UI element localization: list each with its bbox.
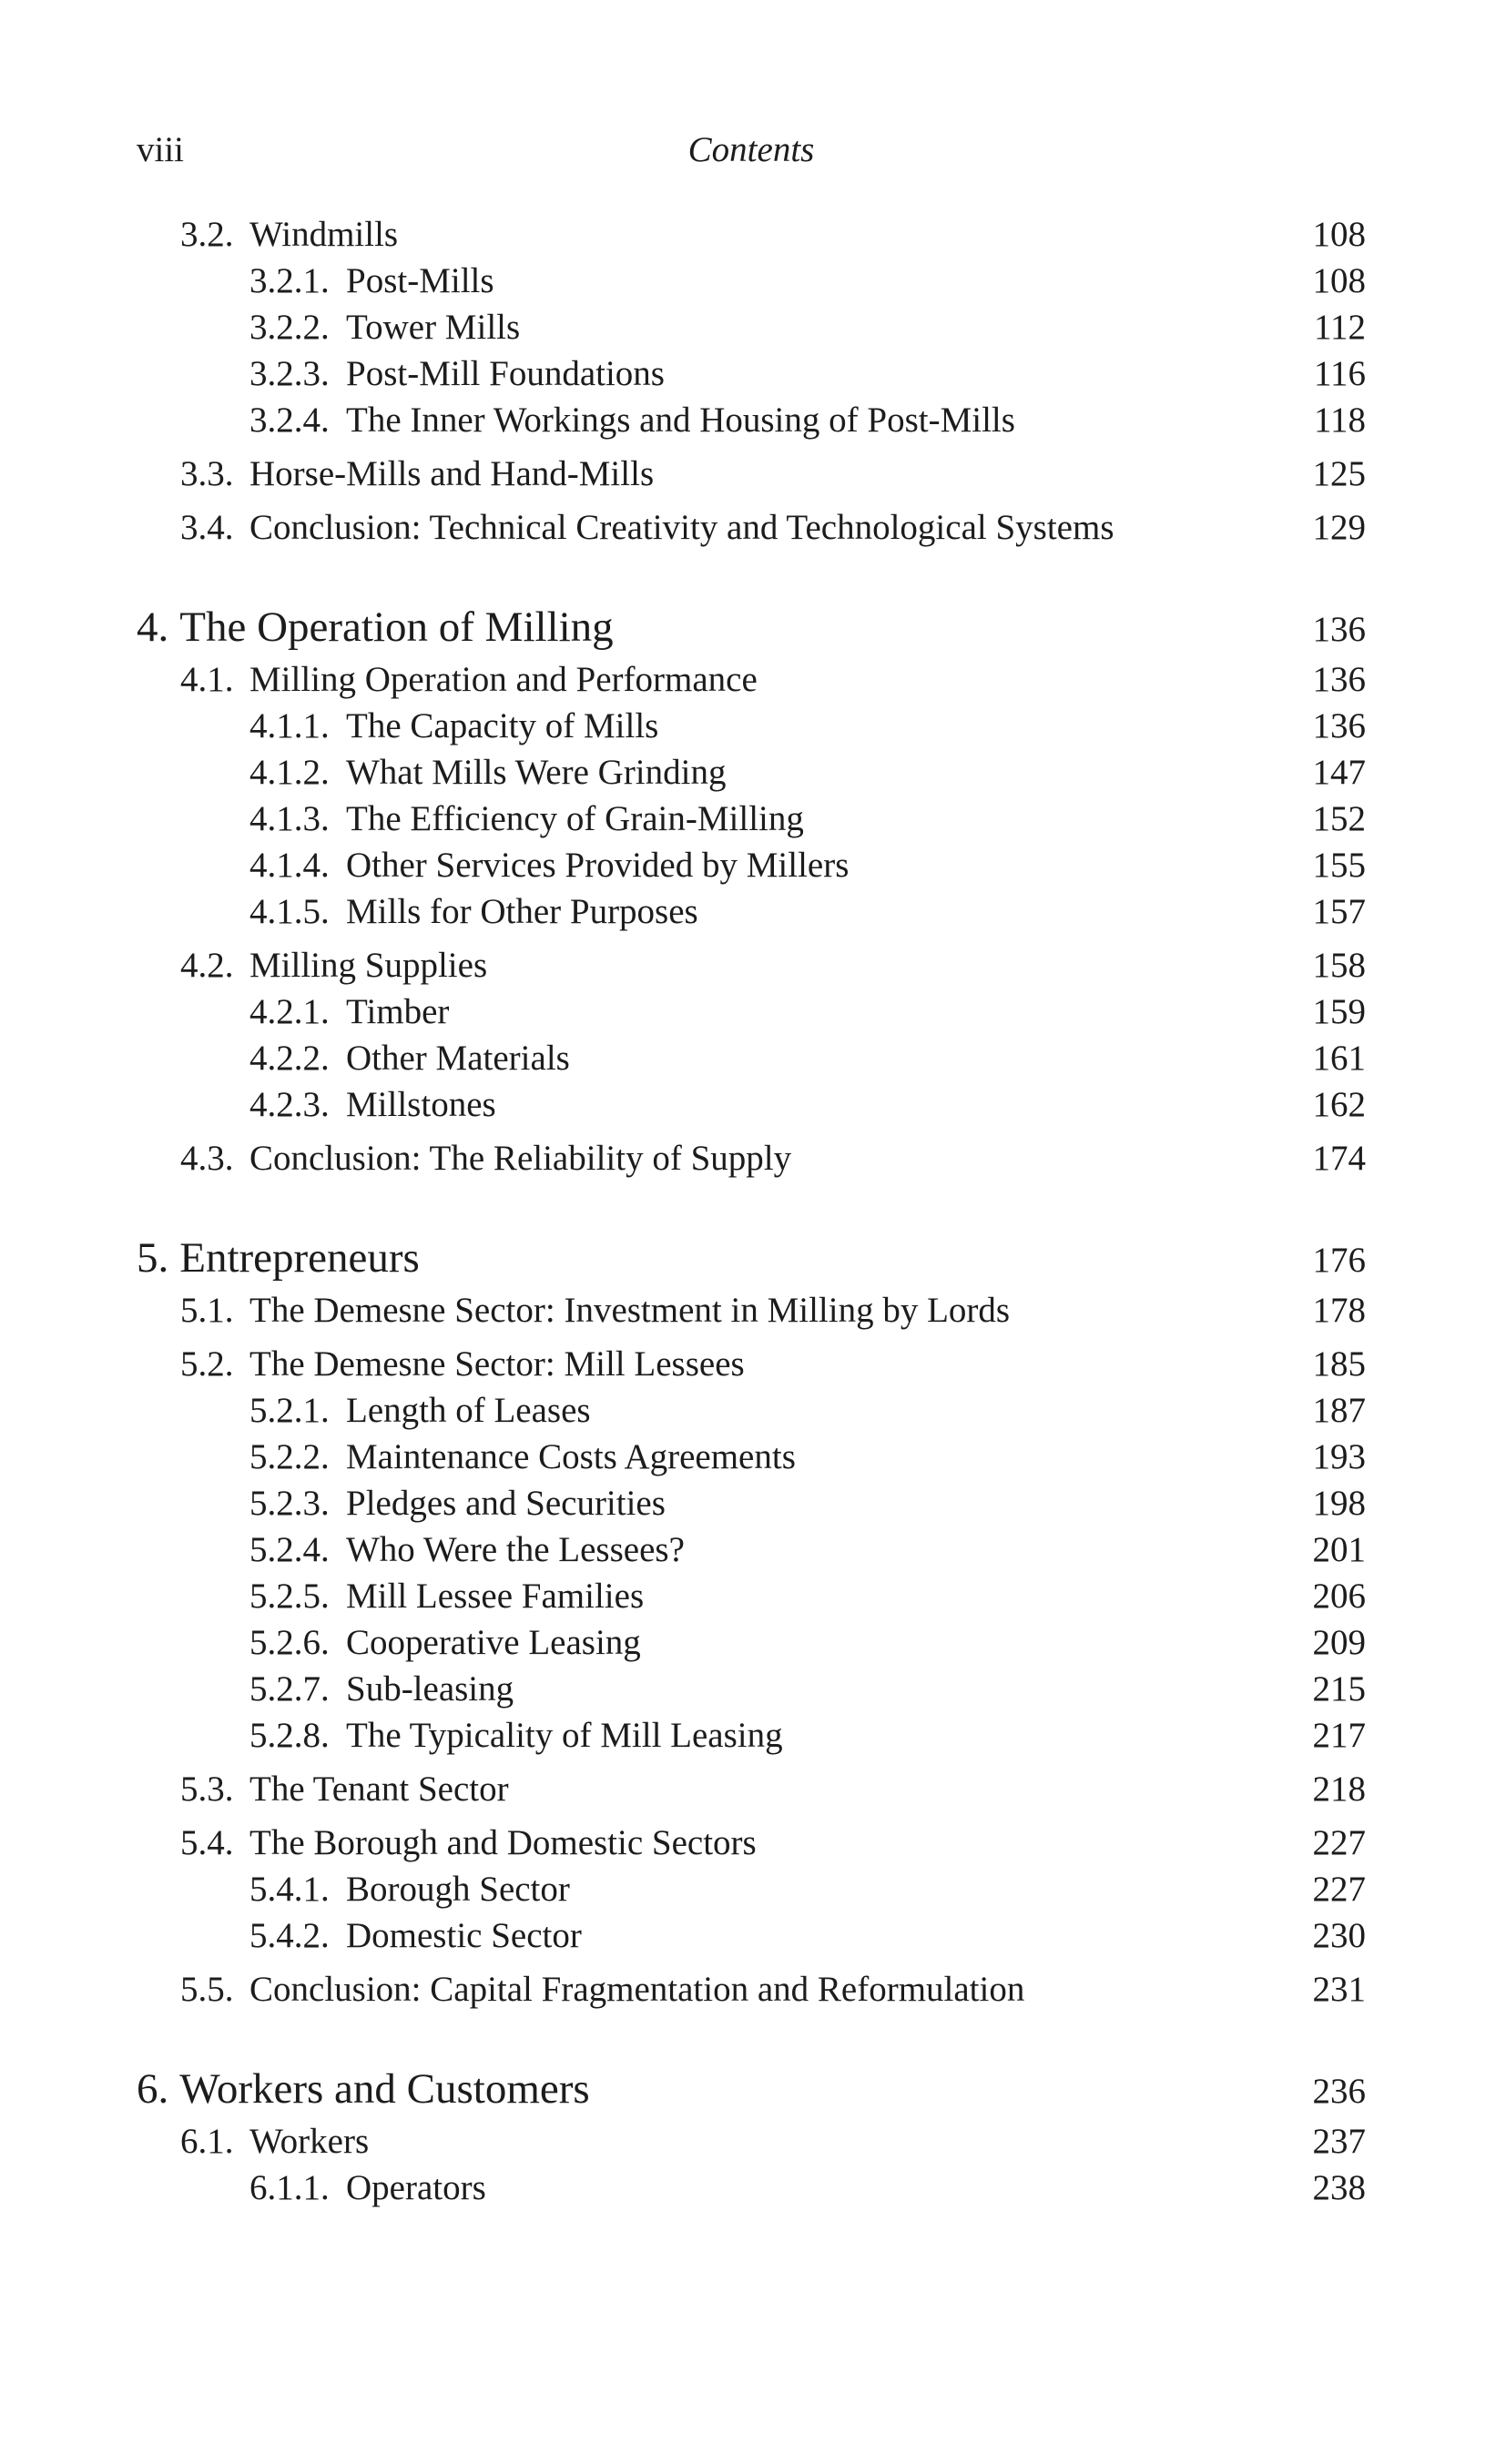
toc-subsection-entry[interactable] [137, 350, 1366, 397]
toc-entry-number: 4.1.1. [249, 706, 330, 745]
toc-entry-page: 227 [1312, 1870, 1366, 1909]
toc-entry-title: Mill Lessee Families [346, 1577, 645, 1616]
toc-chapter-entry[interactable] [137, 1229, 1366, 1287]
toc-entry-number: 5.2.1. [249, 1391, 330, 1430]
toc-entry-number: 5.5. [180, 1970, 234, 2009]
toc-subsection-entry[interactable] [137, 796, 1366, 842]
toc-entry-title: The Demesne Sector: Mill Lessees [249, 1344, 745, 1384]
toc-entry-number: 4.3. [180, 1139, 234, 1178]
toc-entry-title: Other Materials [346, 1039, 570, 1078]
toc-entry-page: 112 [1313, 308, 1366, 347]
toc-entry-page: 136 [1312, 706, 1366, 745]
toc-entry-page: 136 [1312, 610, 1366, 649]
toc-subsection-entry[interactable] [137, 1387, 1366, 1434]
toc-entry-page: 158 [1312, 946, 1366, 985]
toc-entry-page: 231 [1312, 1970, 1366, 2009]
toc-entry-title: Tower Mills [346, 308, 521, 347]
toc-entry-number: 3.4. [180, 508, 234, 547]
toc-entry-title: Conclusion: Capital Fragmentation and Reformulation [249, 1970, 1025, 2009]
toc-entry-page: 147 [1312, 753, 1366, 792]
toc-section-entry[interactable] [137, 1135, 1366, 1181]
page-folio: viii [137, 130, 185, 169]
toc-entry-title: Length of Leases [346, 1391, 591, 1430]
toc-subsection-entry[interactable] [137, 1712, 1366, 1759]
toc-entry-page: 152 [1312, 799, 1366, 838]
toc-entry-number: 5. [137, 1234, 169, 1282]
toc-entry-title: Entrepreneurs [179, 1234, 420, 1282]
toc-entry-page: 230 [1312, 1916, 1366, 1955]
toc-entry-page: 237 [1312, 2122, 1366, 2161]
toc-entry-title: Windmills [249, 215, 399, 254]
toc-subsection-entry[interactable] [137, 1866, 1366, 1912]
toc-entry-title: Milling Operation and Performance [249, 660, 758, 699]
toc-entry-number: 5.2.5. [249, 1577, 330, 1616]
toc-entry-number: 5.4.1. [249, 1870, 330, 1909]
toc-entry-page: 129 [1312, 508, 1366, 547]
toc-entry-page: 198 [1312, 1484, 1366, 1523]
toc-subsection-entry[interactable] [137, 1035, 1366, 1081]
toc-entry-number: 5.2.3. [249, 1484, 330, 1523]
toc-entry-page: 157 [1312, 892, 1366, 931]
toc-subsection-entry[interactable] [137, 989, 1366, 1035]
toc-entry-page: 116 [1313, 354, 1366, 393]
toc-entry-page: 215 [1312, 1669, 1366, 1709]
toc-entry-title: The Typicality of Mill Leasing [346, 1716, 783, 1755]
toc-entry-page: 218 [1312, 1769, 1366, 1809]
toc-subsection-entry[interactable] [137, 258, 1366, 304]
toc-section-entry[interactable] [137, 2118, 1366, 2165]
toc-entry-number: 3.2.3. [249, 354, 330, 393]
toc-entry-title: Milling Supplies [249, 946, 488, 985]
toc-entry-title: Maintenance Costs Agreements [346, 1437, 796, 1476]
toc-entry-page: 217 [1312, 1716, 1366, 1755]
toc-entry-number: 5.2.8. [249, 1716, 330, 1755]
toc-entry-number: 5.2.7. [249, 1669, 330, 1709]
toc-entry-page: 176 [1312, 1241, 1366, 1280]
toc-entry-page: 108 [1312, 261, 1366, 300]
toc-entry-number: 5.4. [180, 1823, 234, 1862]
toc-subsection-entry[interactable] [137, 1619, 1366, 1666]
toc-section-entry[interactable] [137, 942, 1366, 989]
toc-subsection-entry[interactable] [137, 1526, 1366, 1573]
toc-subsection-entry[interactable] [137, 1573, 1366, 1619]
toc-entry-number: 4.2. [180, 946, 234, 985]
toc-entry-number: 4.2.3. [249, 1085, 330, 1124]
toc-entry-page: 161 [1312, 1039, 1366, 1078]
toc-subsection-entry[interactable] [137, 1434, 1366, 1480]
toc-section-entry[interactable] [137, 211, 1366, 258]
toc-entry-page: 155 [1312, 846, 1366, 885]
toc-entry-number: 5.2.4. [249, 1530, 330, 1569]
toc-entry-title: The Inner Workings and Housing of Post-Mills [346, 401, 1015, 440]
toc-subsection-entry[interactable] [137, 1480, 1366, 1526]
toc-entry-page: 174 [1312, 1139, 1366, 1178]
toc-entry-title: Domestic Sector [346, 1916, 582, 1955]
toc-section-entry[interactable] [137, 656, 1366, 703]
toc-entry-title: The Operation of Milling [179, 603, 614, 651]
toc-entry-title: Who Were the Lessees? [346, 1530, 685, 1569]
toc-entry-title: What Mills Were Grinding [346, 753, 727, 792]
toc-entry-title: Sub-leasing [346, 1669, 514, 1709]
toc-chapter-entry[interactable] [137, 2060, 1366, 2118]
toc-subsection-entry[interactable] [137, 703, 1366, 749]
toc-entry-title: Post-Mill Foundations [346, 354, 665, 393]
toc-entry-title: The Tenant Sector [249, 1769, 509, 1809]
toc-entry-title: Millstones [346, 1085, 496, 1124]
toc-entry-title: Conclusion: The Reliability of Supply [249, 1139, 792, 1178]
toc-chapter-entry[interactable] [137, 598, 1366, 656]
toc-entry-page: 187 [1312, 1391, 1366, 1430]
toc-entry-page: 209 [1312, 1623, 1366, 1662]
toc-entry-page: 136 [1312, 660, 1366, 699]
toc-subsection-entry[interactable] [137, 888, 1366, 935]
running-head [137, 129, 1366, 184]
toc-entry-title: Horse-Mills and Hand-Mills [249, 454, 655, 493]
toc-entry-title: Conclusion: Technical Creativity and Technological Systems [249, 508, 1114, 547]
running-head-title: Contents [687, 130, 815, 169]
toc-entry-title: Other Services Provided by Millers [346, 846, 850, 885]
toc-entry-page: 108 [1312, 215, 1366, 254]
toc-entry-number: 4.1.3. [249, 799, 330, 838]
toc-subsection-entry[interactable] [137, 304, 1366, 350]
toc-entry-number: 6.1. [180, 2122, 234, 2161]
toc-entry-title: The Capacity of Mills [346, 706, 659, 745]
toc-entry-number: 3.3. [180, 454, 234, 493]
toc-entry-title: Workers [249, 2122, 370, 2161]
toc-entry-page: 159 [1312, 992, 1366, 1031]
toc-entry-number: 4.1.2. [249, 753, 330, 792]
toc-entry-number: 5.2.2. [249, 1437, 330, 1476]
toc-entry-page: 162 [1312, 1085, 1366, 1124]
toc-entry-page: 193 [1312, 1437, 1366, 1476]
toc-entry-title: Post-Mills [346, 261, 494, 300]
toc-entry-number: 5.4.2. [249, 1916, 330, 1955]
toc-entry-title: Operators [346, 2168, 486, 2207]
toc-entry-number: 5.2. [180, 1344, 234, 1384]
toc-entry-number: 4.2.2. [249, 1039, 330, 1078]
toc-entry-page: 118 [1313, 401, 1366, 440]
toc-entry-number: 6. [137, 2065, 169, 2113]
toc-section-entry[interactable] [137, 1766, 1366, 1812]
toc-entry-number: 3.2. [180, 215, 234, 254]
toc-subsection-entry[interactable] [137, 2165, 1366, 2211]
toc-section-entry[interactable] [137, 1341, 1366, 1387]
toc-entry-title: The Borough and Domestic Sectors [249, 1823, 757, 1862]
toc-entry-number: 3.2.4. [249, 401, 330, 440]
toc-entry-title: Timber [346, 992, 450, 1031]
toc-entry-title: Cooperative Leasing [346, 1623, 641, 1662]
toc-entry-number: 4.2.1. [249, 992, 330, 1031]
toc-entry-page: 236 [1312, 2072, 1366, 2111]
toc-entry-page: 201 [1312, 1530, 1366, 1569]
toc-subsection-entry[interactable] [137, 749, 1366, 796]
toc-entry-page: 206 [1312, 1577, 1366, 1616]
toc-entry-number: 5.2.6. [249, 1623, 330, 1662]
toc-entry-page: 238 [1312, 2168, 1366, 2207]
toc-section-entry[interactable] [137, 1287, 1366, 1333]
toc-entry-number: 4.1. [180, 660, 234, 699]
toc-entry-page: 178 [1312, 1291, 1366, 1330]
toc-entry-title: The Efficiency of Grain-Milling [346, 799, 804, 838]
toc-entry-title: Workers and Customers [179, 2065, 590, 2113]
toc-section-entry[interactable] [137, 1966, 1366, 2013]
toc-entry-number: 4. [137, 603, 169, 651]
toc-subsection-entry[interactable] [137, 1912, 1366, 1959]
toc-subsection-entry[interactable] [137, 842, 1366, 888]
toc-entry-title: Borough Sector [346, 1870, 570, 1909]
toc-section-entry[interactable] [137, 504, 1366, 551]
toc-entry-number: 5.3. [180, 1769, 234, 1809]
toc-subsection-entry[interactable] [137, 1666, 1366, 1712]
toc-section-entry[interactable] [137, 1820, 1366, 1866]
toc-entry-number: 3.2.2. [249, 308, 330, 347]
toc-entry-number: 6.1.1. [249, 2168, 330, 2207]
toc-entry-title: The Demesne Sector: Investment in Milling by Lords [249, 1291, 1011, 1330]
toc-entry-number: 5.1. [180, 1291, 234, 1330]
toc-entry-page: 125 [1312, 454, 1366, 493]
toc-entry-page: 227 [1312, 1823, 1366, 1862]
toc-subsection-entry[interactable] [137, 1081, 1366, 1128]
toc-subsection-entry[interactable] [137, 397, 1366, 443]
toc-entry-number: 4.1.4. [249, 846, 330, 885]
toc-entry-number: 4.1.5. [249, 892, 330, 931]
toc-entry-page: 185 [1312, 1344, 1366, 1384]
toc-entry-title: Mills for Other Purposes [346, 892, 698, 931]
toc-entry-number: 3.2.1. [249, 261, 330, 300]
toc-section-entry[interactable] [137, 451, 1366, 497]
table-of-contents [137, 211, 1366, 2211]
toc-entry-title: Pledges and Securities [346, 1484, 666, 1523]
